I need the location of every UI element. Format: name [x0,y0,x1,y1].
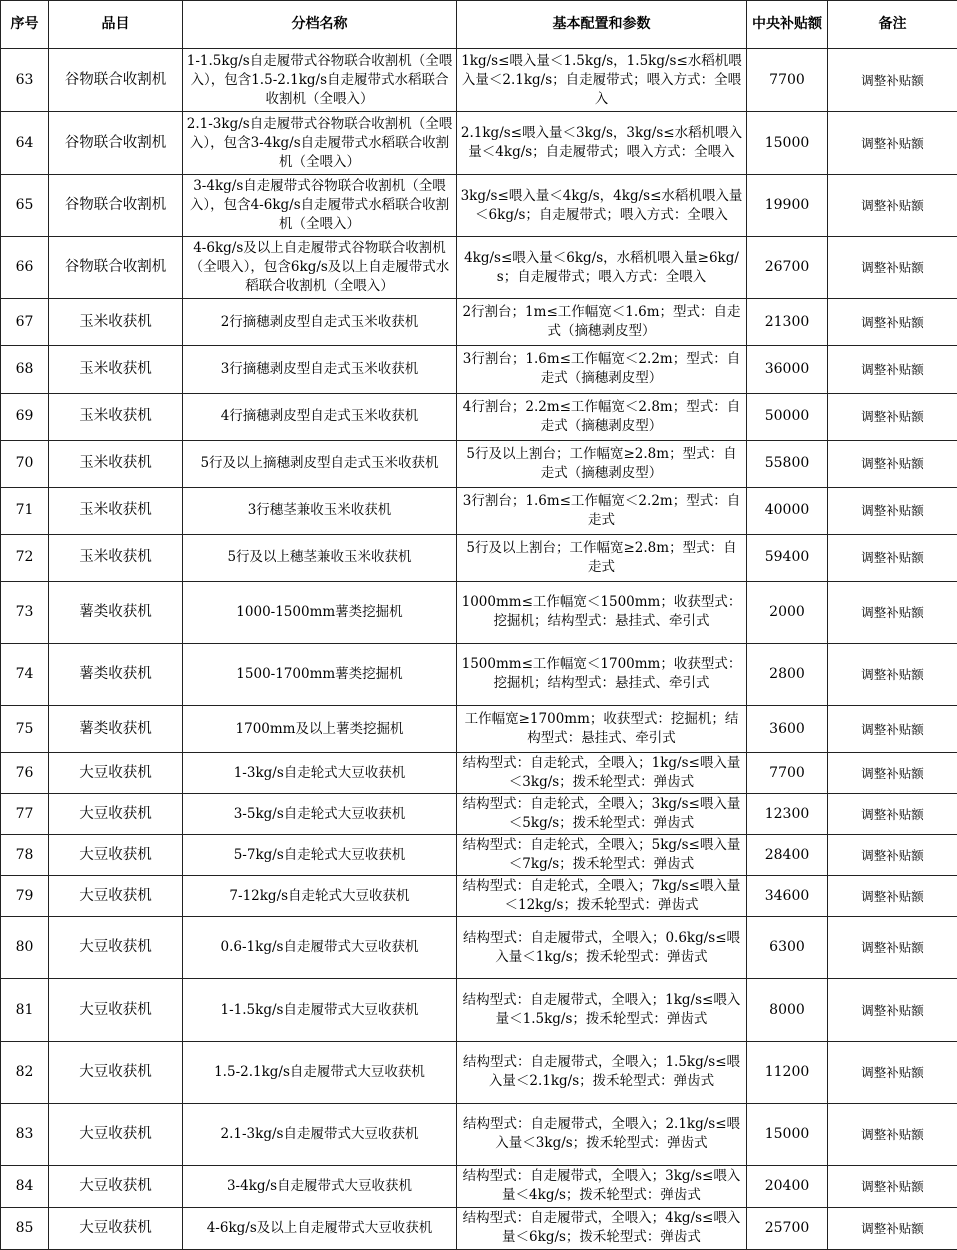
row-category: 大豆收获机 [49,794,183,835]
row-tier-name: 7-12kg/s自走轮式大豆收获机 [183,876,457,917]
row-number: 66 [1,237,49,299]
row-tier-name: 1-1.5kg/s自走履带式大豆收获机 [183,979,457,1041]
table-row [1,299,957,346]
row-subsidy-amount: 21300 [747,299,828,346]
table-row [1,534,957,581]
row-note: 调整补贴额 [828,1041,957,1103]
row-number: 83 [1,1103,49,1165]
row-params: 2.1kg/s≤喂入量＜3kg/s，3kg/s≤水稻机喂入量＜4kg/s；自走履带式；喂入方式：全喂入 [457,112,747,175]
row-category: 大豆收获机 [49,917,183,979]
row-category: 大豆收获机 [49,1103,183,1165]
row-note: 调整补贴额 [828,299,957,346]
row-params: 结构型式：自走轮式，全喂入；5kg/s≤喂入量＜7kg/s；拨禾轮型式：弹齿式 [457,835,747,876]
row-subsidy-amount: 26700 [747,237,828,299]
row-note: 调整补贴额 [828,534,957,581]
row-params: 结构型式：自走履带式，全喂入；4kg/s≤喂入量＜6kg/s；拨禾轮型式：弹齿式 [457,1207,747,1249]
row-params: 结构型式：自走轮式，全喂入；1kg/s≤喂入量＜3kg/s；拨禾轮型式：弹齿式 [457,753,747,794]
row-note: 调整补贴额 [828,393,957,440]
row-params: 结构型式：自走轮式，全喂入；7kg/s≤喂入量＜12kg/s；拨禾轮型式：弹齿式 [457,876,747,917]
row-category: 大豆收获机 [49,979,183,1041]
row-number: 65 [1,175,49,237]
row-params: 5行及以上割台；工作幅宽≥2.8m；型式：自走式 [457,534,747,581]
row-note: 调整补贴额 [828,835,957,876]
row-note: 调整补贴额 [828,237,957,299]
row-number: 71 [1,487,49,534]
table-row [1,1103,957,1165]
row-number: 78 [1,835,49,876]
row-tier-name: 4行摘穗剥皮型自走式玉米收获机 [183,393,457,440]
row-number: 77 [1,794,49,835]
row-params: 结构型式：自走履带式，全喂入；2.1kg/s≤喂入量＜3kg/s；拨禾轮型式：弹齿式 [457,1103,747,1165]
row-number: 72 [1,534,49,581]
table-row [1,706,957,753]
row-params: 结构型式：自走轮式，全喂入；3kg/s≤喂入量＜5kg/s；拨禾轮型式：弹齿式 [457,794,747,835]
row-params: 1500mm≤工作幅宽＜1700mm；收获型式：挖掘机；结构型式：悬挂式、牵引式 [457,643,747,705]
row-category: 薯类收获机 [49,643,183,705]
row-tier-name: 3行穗茎兼收玉米收获机 [183,487,457,534]
row-number: 70 [1,440,49,487]
row-category: 玉米收获机 [49,440,183,487]
row-tier-name: 1-1.5kg/s自走履带式谷物联合收割机（全喂入），包含1.5-2.1kg/s自走履带式水稻联合收割机（全喂入） [183,49,457,112]
table-row [1,393,957,440]
row-subsidy-amount: 7700 [747,753,828,794]
row-category: 玉米收获机 [49,487,183,534]
row-params: 2行割台；1m≤工作幅宽＜1.6m；型式：自走式（摘穗剥皮型） [457,299,747,346]
row-subsidy-amount: 36000 [747,346,828,393]
row-category: 大豆收获机 [49,1041,183,1103]
row-category: 薯类收获机 [49,706,183,753]
row-params: 5行及以上割台；工作幅宽≥2.8m；型式：自走式（摘穗剥皮型） [457,440,747,487]
row-category: 谷物联合收割机 [49,237,183,299]
row-category: 大豆收获机 [49,753,183,794]
row-category: 玉米收获机 [49,534,183,581]
row-category: 薯类收获机 [49,581,183,643]
row-tier-name: 1700mm及以上薯类挖掘机 [183,706,457,753]
row-subsidy-amount: 59400 [747,534,828,581]
table-row [1,753,957,794]
row-number: 80 [1,917,49,979]
row-note: 调整补贴额 [828,1103,957,1165]
row-category: 玉米收获机 [49,299,183,346]
row-number: 68 [1,346,49,393]
row-subsidy-amount: 7700 [747,49,828,112]
table-row [1,1207,957,1249]
row-subsidy-amount: 19900 [747,175,828,237]
table-row [1,237,957,299]
row-note: 调整补贴额 [828,1207,957,1249]
row-tier-name: 3-4kg/s自走履带式谷物联合收割机（全喂入），包含4-6kg/s自走履带式水稻联合收割机（全喂入） [183,175,457,237]
row-subsidy-amount: 25700 [747,1207,828,1249]
table-row [1,581,957,643]
row-note: 调整补贴额 [828,979,957,1041]
table-row [1,794,957,835]
row-number: 73 [1,581,49,643]
row-note: 调整补贴额 [828,876,957,917]
table-row [1,876,957,917]
table-row [1,1165,957,1207]
row-number: 76 [1,753,49,794]
row-params: 4kg/s≤喂入量＜6kg/s，水稻机喂入量≥6kg/s；自走履带式；喂入方式：全喂入 [457,237,747,299]
header-note: 备注 [828,1,957,49]
row-number: 67 [1,299,49,346]
row-params: 结构型式：自走履带式，全喂入；3kg/s≤喂入量＜4kg/s；拨禾轮型式：弹齿式 [457,1165,747,1207]
row-note: 调整补贴额 [828,1165,957,1207]
table-row [1,112,957,175]
table-row [1,917,957,979]
row-params: 3行割台；1.6m≤工作幅宽＜2.2m；型式：自走式（摘穗剥皮型） [457,346,747,393]
row-subsidy-amount: 12300 [747,794,828,835]
row-tier-name: 4-6kg/s及以上自走履带式谷物联合收割机（全喂入），包含6kg/s及以上自走履带式水稻联合收割机（全喂入） [183,237,457,299]
header-row [1,1,957,49]
table-row [1,440,957,487]
header-no: 序号 [1,1,49,49]
table-row [1,835,957,876]
row-params: 3行割台；1.6m≤工作幅宽＜2.2m；型式：自走式 [457,487,747,534]
row-tier-name: 1500-1700mm薯类挖掘机 [183,643,457,705]
row-category: 大豆收获机 [49,1165,183,1207]
row-note: 调整补贴额 [828,112,957,175]
row-category: 玉米收获机 [49,393,183,440]
header-tier-name: 分档名称 [183,1,457,49]
row-number: 64 [1,112,49,175]
row-category: 谷物联合收割机 [49,49,183,112]
row-category: 谷物联合收割机 [49,175,183,237]
header-params: 基本配置和参数 [457,1,747,49]
row-tier-name: 1-3kg/s自走轮式大豆收获机 [183,753,457,794]
row-subsidy-amount: 34600 [747,876,828,917]
row-category: 大豆收获机 [49,876,183,917]
row-number: 85 [1,1207,49,1249]
row-number: 75 [1,706,49,753]
table-row [1,979,957,1041]
table-row [1,487,957,534]
row-number: 69 [1,393,49,440]
row-subsidy-amount: 8000 [747,979,828,1041]
table-row [1,1041,957,1103]
row-number: 79 [1,876,49,917]
table-row [1,49,957,112]
row-note: 调整补贴额 [828,794,957,835]
row-note: 调整补贴额 [828,49,957,112]
row-params: 结构型式：自走履带式，全喂入；0.6kg/s≤喂入量＜1kg/s；拨禾轮型式：弹齿式 [457,917,747,979]
row-subsidy-amount: 3600 [747,706,828,753]
row-params: 工作幅宽≥1700mm；收获型式：挖掘机；结构型式：悬挂式、牵引式 [457,706,747,753]
row-category: 大豆收获机 [49,835,183,876]
row-tier-name: 5行及以上摘穗剥皮型自走式玉米收获机 [183,440,457,487]
row-category: 谷物联合收割机 [49,112,183,175]
row-tier-name: 1.5-2.1kg/s自走履带式大豆收获机 [183,1041,457,1103]
row-note: 调整补贴额 [828,753,957,794]
row-params: 1kg/s≤喂入量＜1.5kg/s，1.5kg/s≤水稻机喂入量＜2.1kg/s；自走履带式；喂入方式：全喂入 [457,49,747,112]
row-subsidy-amount: 28400 [747,835,828,876]
row-tier-name: 3行摘穗剥皮型自走式玉米收获机 [183,346,457,393]
table-row [1,346,957,393]
row-number: 81 [1,979,49,1041]
row-params: 3kg/s≤喂入量＜4kg/s，4kg/s≤水稻机喂入量＜6kg/s；自走履带式；喂入方式：全喂入 [457,175,747,237]
row-tier-name: 5-7kg/s自走轮式大豆收获机 [183,835,457,876]
row-subsidy-amount: 50000 [747,393,828,440]
row-params: 结构型式：自走履带式，全喂入；1.5kg/s≤喂入量＜2.1kg/s；拨禾轮型式：弹齿式 [457,1041,747,1103]
row-note: 调整补贴额 [828,487,957,534]
row-tier-name: 2行摘穗剥皮型自走式玉米收获机 [183,299,457,346]
row-tier-name: 4-6kg/s及以上自走履带式大豆收获机 [183,1207,457,1249]
row-subsidy-amount: 15000 [747,1103,828,1165]
row-subsidy-amount: 6300 [747,917,828,979]
row-note: 调整补贴额 [828,706,957,753]
table-row [1,175,957,237]
row-number: 84 [1,1165,49,1207]
row-tier-name: 3-5kg/s自走轮式大豆收获机 [183,794,457,835]
row-params: 4行割台；2.2m≤工作幅宽＜2.8m；型式：自走式（摘穗剥皮型） [457,393,747,440]
row-number: 63 [1,49,49,112]
row-number: 74 [1,643,49,705]
table-row [1,643,957,705]
row-params: 1000mm≤工作幅宽＜1500mm；收获型式：挖掘机；结构型式：悬挂式、牵引式 [457,581,747,643]
row-note: 调整补贴额 [828,643,957,705]
row-category: 玉米收获机 [49,346,183,393]
row-subsidy-amount: 20400 [747,1165,828,1207]
row-subsidy-amount: 55800 [747,440,828,487]
row-note: 调整补贴额 [828,175,957,237]
row-number: 82 [1,1041,49,1103]
row-params: 结构型式：自走履带式，全喂入；1kg/s≤喂入量＜1.5kg/s；拨禾轮型式：弹齿式 [457,979,747,1041]
row-subsidy-amount: 2000 [747,581,828,643]
row-category: 大豆收获机 [49,1207,183,1249]
row-note: 调整补贴额 [828,917,957,979]
row-subsidy-amount: 40000 [747,487,828,534]
row-subsidy-amount: 11200 [747,1041,828,1103]
row-tier-name: 2.1-3kg/s自走履带式大豆收获机 [183,1103,457,1165]
header-subsidy: 中央补贴额 [747,1,828,49]
row-note: 调整补贴额 [828,346,957,393]
row-tier-name: 1000-1500mm薯类挖掘机 [183,581,457,643]
row-tier-name: 0.6-1kg/s自走履带式大豆收获机 [183,917,457,979]
row-tier-name: 2.1-3kg/s自走履带式谷物联合收割机（全喂入），包含3-4kg/s自走履带式水稻联合收割机（全喂入） [183,112,457,175]
row-subsidy-amount: 2800 [747,643,828,705]
row-tier-name: 5行及以上穗茎兼收玉米收获机 [183,534,457,581]
row-note: 调整补贴额 [828,440,957,487]
row-subsidy-amount: 15000 [747,112,828,175]
row-tier-name: 3-4kg/s自走履带式大豆收获机 [183,1165,457,1207]
row-note: 调整补贴额 [828,581,957,643]
header-category: 品目 [49,1,183,49]
